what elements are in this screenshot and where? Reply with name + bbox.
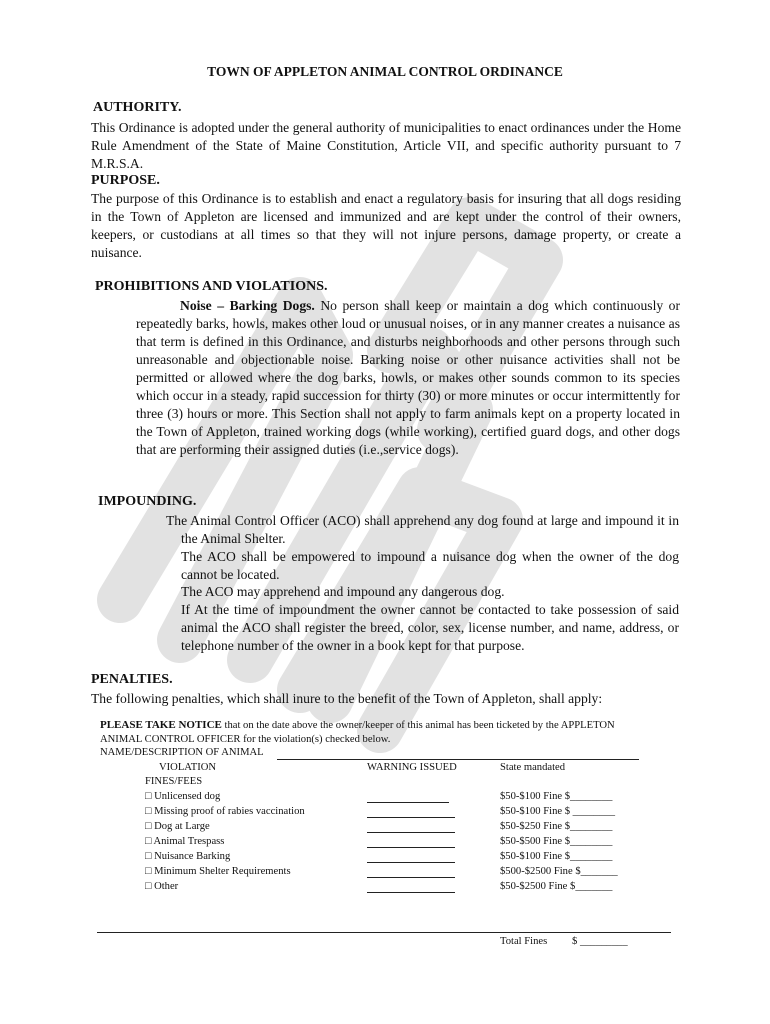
penalties-heading: PENALTIES.	[91, 672, 173, 687]
table-row: □ Other	[145, 881, 179, 892]
table-row: □ Unlicensed dog	[145, 791, 221, 802]
table-row: □ Missing proof of rabies vaccination	[145, 806, 305, 817]
col-violation: VIOLATION	[159, 762, 217, 773]
warning-line[interactable]	[367, 877, 455, 878]
purpose-text: The purpose of this Ordinance is to establish and enact a regulatory basis for insuring that all dogs residing in the Town of Appleton are licensed and immunized and are kept under the control of their owners, keepers, or custodians at all times so that they will not injure persons, damage property, or create a nuisance.	[91, 191, 681, 260]
noise-barking-dogs-lead: Noise – Barking Dogs.	[180, 298, 315, 313]
notice-rest: that on the date above the owner/keeper of this animal has been ticketed by the APPLETON	[224, 720, 615, 731]
warning-line[interactable]	[367, 817, 455, 818]
separator-line	[97, 932, 671, 933]
table-row: □ Nuisance Barking	[145, 851, 231, 862]
table-row: □ Animal Trespass	[145, 836, 225, 847]
warning-line[interactable]	[367, 832, 455, 833]
col-warning: WARNING ISSUED	[367, 762, 457, 773]
fine-cell: $50-$100 Fine $________	[500, 791, 613, 802]
authority-heading: AUTHORITY.	[93, 100, 182, 115]
fine-cell: $50-$250 Fine $________	[500, 821, 613, 832]
checkbox[interactable]: □	[145, 881, 152, 892]
col-fines: FINES/FEES	[145, 776, 203, 787]
prohibitions-text: No person shall keep or maintain a dog which continuously or repeatedly barks, howls, makes other loud or unusual noises, or in any manner creates a nuisance as that term is defined in this Ordinance, and disturbs neighborhoods and other persons through such unreasonable and objectionable noise. Barking noise or other nuisance activities shall not be permitted or allowed where the dog barks, howls, or makes other sounds common to its species which occur in a steady, rapid succession for thirty (30) or more minutes or occur intermittently for three (3) hours or more. This Section shall not apply to farm animals kept on a property located in the Town of Appleton, trained working dogs (while working), certified guard dogs, and other dogs that are performing their assigned duties (i.e.,service dogs).	[136, 298, 680, 457]
impounding-heading: IMPOUNDING.	[98, 494, 197, 509]
authority-text: This Ordinance is adopted under the general authority of municipalities to enact ordinances under the Home Rule Amendment of the State of Maine Constitution, Article VII, and specific authority pursuant to 7 M.R.S.A.	[91, 120, 681, 171]
notice-line-2: ANIMAL CONTROL OFFICER for the violation(s) checked below.	[100, 734, 391, 745]
prohibitions-heading: PROHIBITIONS AND VIOLATIONS.	[95, 279, 328, 294]
checkbox[interactable]: □	[145, 836, 152, 847]
fine-cell: $50-$500 Fine $________	[500, 836, 613, 847]
prohibitions-paragraph	[136, 297, 680, 459]
impounding-item: The ACO may apprehend and impound any dangerous dog.	[181, 584, 505, 599]
warning-line[interactable]	[367, 847, 455, 848]
col-state: State mandated	[500, 762, 566, 773]
notice-bold: PLEASE TAKE NOTICE	[100, 719, 222, 731]
checkbox[interactable]: □	[145, 866, 152, 877]
impounding-item: The ACO shall be empowered to impound a nuisance dog when the owner of the dog cannot be located.	[181, 549, 679, 582]
notice-line-1	[100, 719, 615, 732]
checkbox[interactable]: □	[145, 851, 152, 862]
total-fines-label: Total Fines	[500, 936, 548, 947]
document-title: TOWN OF APPLETON ANIMAL CONTROL ORDINANCE	[207, 64, 563, 79]
checkbox[interactable]: □	[145, 821, 152, 832]
checkbox[interactable]: □	[145, 806, 152, 817]
total-fines-value[interactable]: $ _________	[572, 936, 628, 947]
penalties-text: The following penalties, which shall inure to the benefit of the Town of Appleton, shall apply:	[91, 691, 603, 706]
fine-cell: $500-$2500 Fine $_______	[500, 866, 618, 877]
warning-line[interactable]	[367, 892, 455, 893]
animal-name-line[interactable]	[277, 759, 639, 760]
animal-name-label: NAME/DESCRIPTION OF ANIMAL	[100, 747, 264, 758]
fine-cell: $50-$100 Fine $ ________	[500, 806, 616, 817]
warning-line[interactable]	[367, 802, 449, 803]
warning-line[interactable]	[367, 862, 455, 863]
table-row: □ Minimum Shelter Requirements	[145, 866, 291, 877]
checkbox[interactable]: □	[145, 791, 152, 802]
impounding-item: The Animal Control Officer (ACO) shall apprehend any dog found at large and impound it in the Animal Shelter.	[166, 513, 679, 546]
impounding-item: If At the time of impoundment the owner cannot be contacted to take possession of said animal the ACO shall register the breed, color, sex, license number, and name, address, or telephone number of the owner in a book kept for that purpose.	[181, 602, 679, 653]
fine-cell: $50-$2500 Fine $_______	[500, 881, 613, 892]
fine-cell: $50-$100 Fine $________	[500, 851, 613, 862]
table-row: □ Dog at Large	[145, 821, 210, 832]
purpose-heading: PURPOSE.	[91, 173, 160, 188]
